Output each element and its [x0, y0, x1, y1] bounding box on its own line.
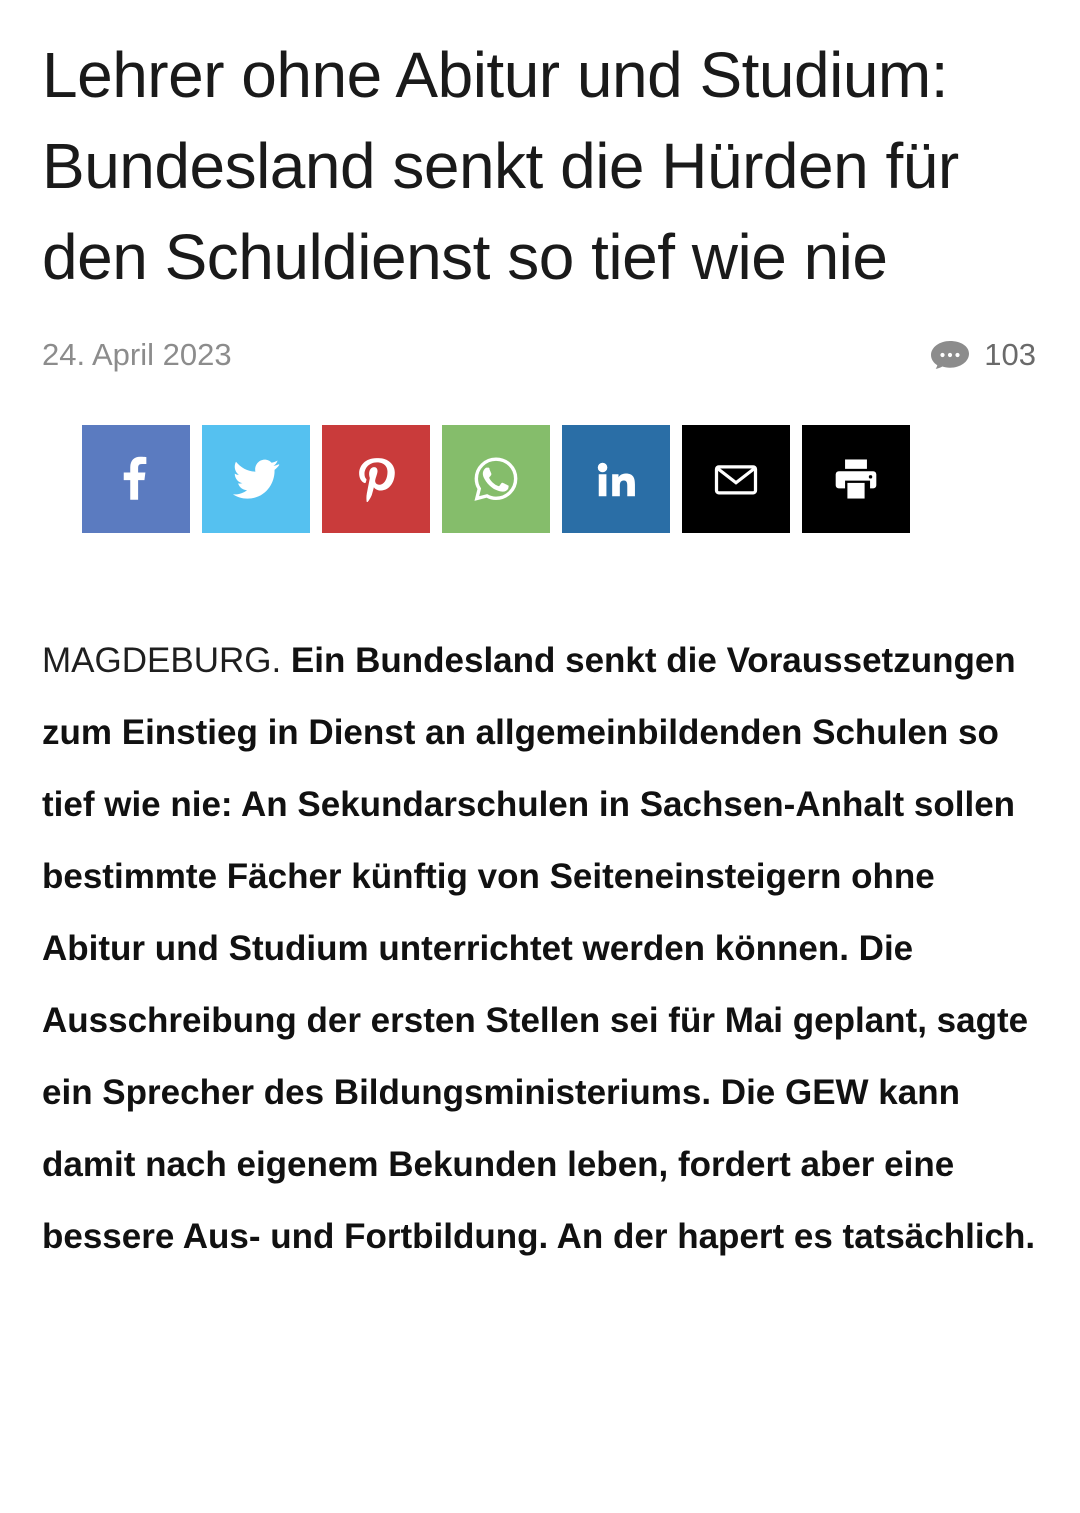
- share-facebook-button[interactable]: [82, 425, 190, 533]
- share-email-button[interactable]: [682, 425, 790, 533]
- dateline: MAGDEBURG.: [42, 640, 282, 680]
- facebook-icon: [113, 456, 159, 502]
- comment-counter[interactable]: [930, 337, 1036, 373]
- share-pinterest-button[interactable]: [322, 425, 430, 533]
- linkedin-icon: [593, 456, 639, 502]
- printer-icon: [831, 454, 881, 504]
- share-twitter-button[interactable]: [202, 425, 310, 533]
- print-button[interactable]: [802, 425, 910, 533]
- share-linkedin-button[interactable]: [562, 425, 670, 533]
- comment-bubble-icon: [930, 340, 970, 370]
- page-title: Lehrer ohne Abitur und Studium: Bundesland senkt die Hürden für den Schuldienst so tief wie nie: [42, 39, 959, 293]
- pinterest-icon: [353, 456, 399, 502]
- lede-text: Ein Bundesland senkt die Voraussetzungen zum Einstieg in Dienst an allgemeinbildenden Schulen so tief wie nie: An Sekundarschulen in Sachsen-Anhalt sollen bestimmte Fächer künftig von Seiteneinsteigern ohne Abitur und Studium unterrichtet werden können. Die Ausschreibung der ersten Stellen sei für Mai geplant, sagte ein Sprecher des Bildungsministeriums. Die GEW kann damit nach eigenem Bekunden leben, fordert aber eine bessere Aus- und Fortbildung. An der hapert es tatsächlich.: [42, 640, 1036, 1257]
- twitter-bird-icon: [231, 454, 281, 504]
- article-meta: [42, 337, 1038, 373]
- publish-date: 24. April 2023: [42, 336, 232, 372]
- envelope-icon: [710, 453, 762, 505]
- share-whatsapp-button[interactable]: [442, 425, 550, 533]
- article-lede-paragraph: [42, 625, 1038, 1274]
- comment-count-label: 103: [984, 336, 1036, 372]
- share-buttons: [82, 425, 1038, 533]
- whatsapp-icon: [470, 453, 522, 505]
